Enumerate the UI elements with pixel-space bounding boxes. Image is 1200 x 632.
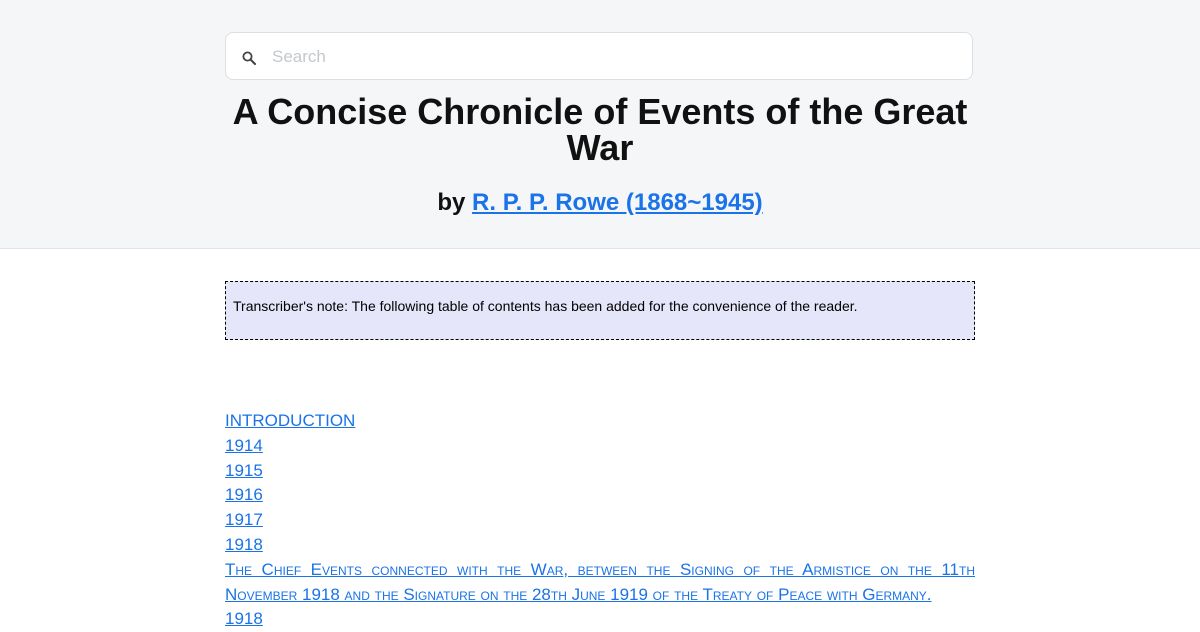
- search-icon[interactable]: [240, 49, 258, 67]
- page-title: A Concise Chronicle of Events of the Great War: [232, 91, 968, 168]
- toc-item-1918: [225, 533, 975, 558]
- byline: [225, 188, 975, 218]
- toc-link-1918-second[interactable]: 1918: [225, 609, 263, 629]
- byline-prefix: by: [437, 189, 466, 216]
- page-header: [0, 0, 1200, 249]
- table-of-contents: [225, 409, 975, 632]
- toc-link-introduction[interactable]: INTRODUCTION: [225, 411, 356, 430]
- toc-link-1918[interactable]: 1918: [225, 534, 263, 554]
- transcriber-note: Transcriber's note: The following table of contents has been added for the convenience of the reader.: [225, 281, 975, 340]
- toc-link-armistice-to-treaty[interactable]: The Chief Events connected with the War, between the Signing of the Armistice on the 11th November 1918 and the Signature on the 28th June 1919 of the Treaty of Peace with Germany.: [225, 559, 975, 604]
- toc-link-1914[interactable]: 1914: [225, 435, 263, 455]
- toc-link-1917[interactable]: 1917: [225, 510, 263, 530]
- toc-link-1916[interactable]: 1916: [225, 485, 263, 505]
- search-box[interactable]: [225, 32, 973, 80]
- toc-item-1916: [225, 483, 975, 508]
- toc-item-1918-second: [225, 607, 975, 632]
- toc-item-1914: [225, 434, 975, 459]
- toc-item-1915: [225, 459, 975, 484]
- search-input[interactable]: [270, 41, 954, 73]
- author-link[interactable]: R. P. P. Rowe (1868~1945): [472, 189, 763, 216]
- toc-item-armistice-to-treaty: [225, 558, 975, 608]
- toc-item-1917: [225, 508, 975, 533]
- toc-link-1915[interactable]: 1915: [225, 460, 263, 480]
- toc-item-introduction: [225, 409, 975, 434]
